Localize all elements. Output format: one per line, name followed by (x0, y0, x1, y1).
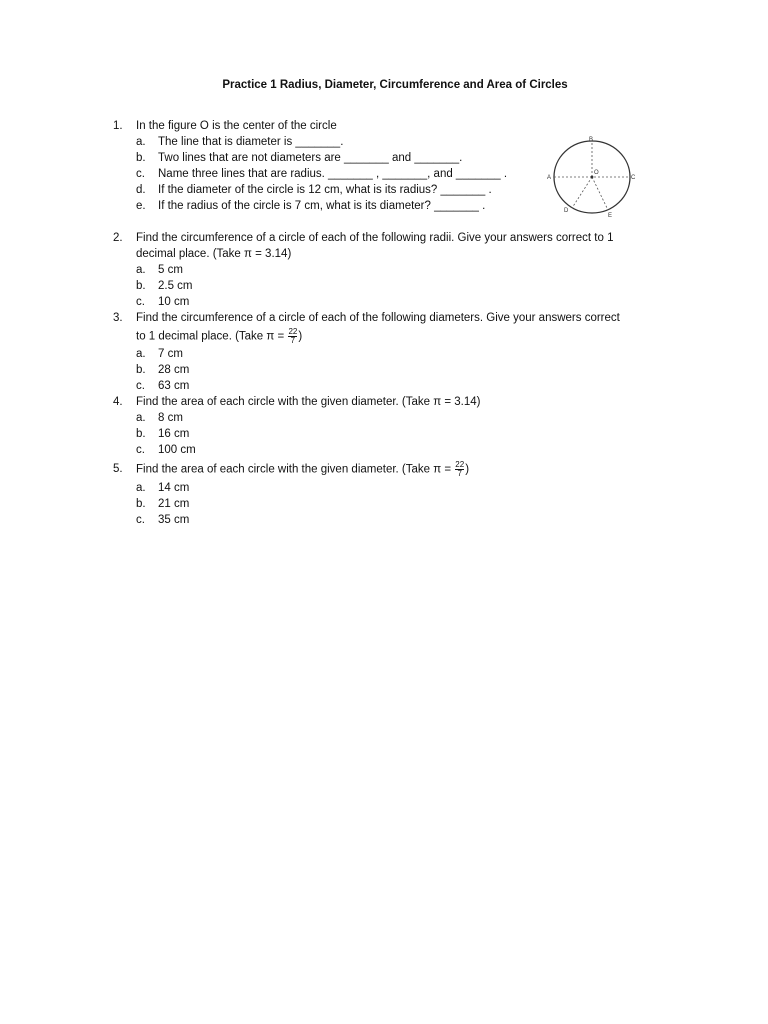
item-text: Name three lines that are radius. _______ , _______, and _______ . (158, 168, 508, 180)
text-prefix: Find the area of each circle with the given diameter. (Take π = (136, 463, 452, 476)
question-text: In the figure O is the center of the circle (136, 120, 337, 132)
pi-fraction (288, 328, 297, 345)
item-letter: c. (136, 380, 145, 392)
radius-oe (592, 177, 608, 210)
item-text: 100 cm (158, 444, 196, 456)
page-title: Practice 1 Radius, Diameter, Circumference and Area of Circles (222, 79, 568, 91)
item-letter: d. (136, 184, 146, 196)
item-letter: b. (136, 364, 146, 376)
question-text-line1: Find the circumference of a circle of each of the following radii. Give your answers correct to 1 (136, 232, 614, 244)
item-letter: a. (136, 348, 146, 360)
item-letter: a. (136, 136, 146, 148)
label-a: A (547, 175, 552, 181)
item-text: 2.5 cm (158, 280, 193, 292)
item-letter: a. (136, 482, 146, 494)
item-letter: c. (136, 296, 145, 308)
radius-od (572, 177, 592, 208)
question-text-line2: decimal place. (Take π = 3.14) (136, 248, 292, 260)
label-b: B (589, 137, 594, 143)
item-text: 8 cm (158, 412, 183, 424)
fraction-numerator: 22 (288, 327, 298, 336)
label-c: C (631, 175, 636, 181)
item-text: 63 cm (158, 380, 190, 392)
item-letter: e. (136, 200, 146, 212)
circle-figure (544, 136, 638, 218)
question-text-line2 (136, 328, 302, 345)
item-letter: a. (136, 412, 146, 424)
item-letter: b. (136, 428, 146, 440)
label-e: E (608, 213, 613, 218)
item-text: 7 cm (158, 348, 183, 360)
item-text: 35 cm (158, 514, 190, 526)
fraction-denominator: 7 (455, 469, 464, 478)
question-text: Find the area of each circle with the given diameter. (Take π = 3.14) (136, 396, 481, 408)
question-number: 2. (113, 232, 123, 244)
question-number: 4. (113, 396, 123, 408)
line2-prefix: to 1 decimal place. (Take π = (136, 330, 285, 343)
item-text: 10 cm (158, 296, 190, 308)
question-number: 5. (113, 463, 123, 475)
label-o: O (594, 170, 599, 176)
item-letter: b. (136, 280, 146, 292)
item-letter: a. (136, 264, 146, 276)
question-text-line1: Find the circumference of a circle of each of the following diameters. Give your answers correct (136, 312, 620, 324)
line2-suffix: ) (298, 330, 303, 343)
question-number: 3. (113, 312, 123, 324)
label-d: D (564, 208, 569, 214)
question-text (136, 461, 469, 478)
item-letter: b. (136, 152, 146, 164)
question-number: 1. (113, 120, 123, 132)
item-letter: c. (136, 168, 145, 180)
center-point (591, 176, 594, 179)
item-text: Two lines that are not diameters are _______ and _______. (158, 152, 463, 164)
fraction-denominator: 7 (288, 336, 297, 345)
pi-fraction (455, 461, 464, 478)
item-text: 28 cm (158, 364, 190, 376)
item-text: 5 cm (158, 264, 183, 276)
item-letter: c. (136, 444, 145, 456)
item-letter: c. (136, 514, 145, 526)
item-text: If the radius of the circle is 7 cm, what is its diameter? _______ . (158, 200, 486, 212)
item-letter: b. (136, 498, 146, 510)
item-text: The line that is diameter is _______. (158, 136, 344, 148)
item-text: 14 cm (158, 482, 190, 494)
item-text: If the diameter of the circle is 12 cm, what is its radius? _______ . (158, 184, 492, 196)
item-text: 21 cm (158, 498, 190, 510)
text-suffix: ) (465, 463, 470, 476)
fraction-numerator: 22 (455, 460, 465, 469)
item-text: 16 cm (158, 428, 190, 440)
